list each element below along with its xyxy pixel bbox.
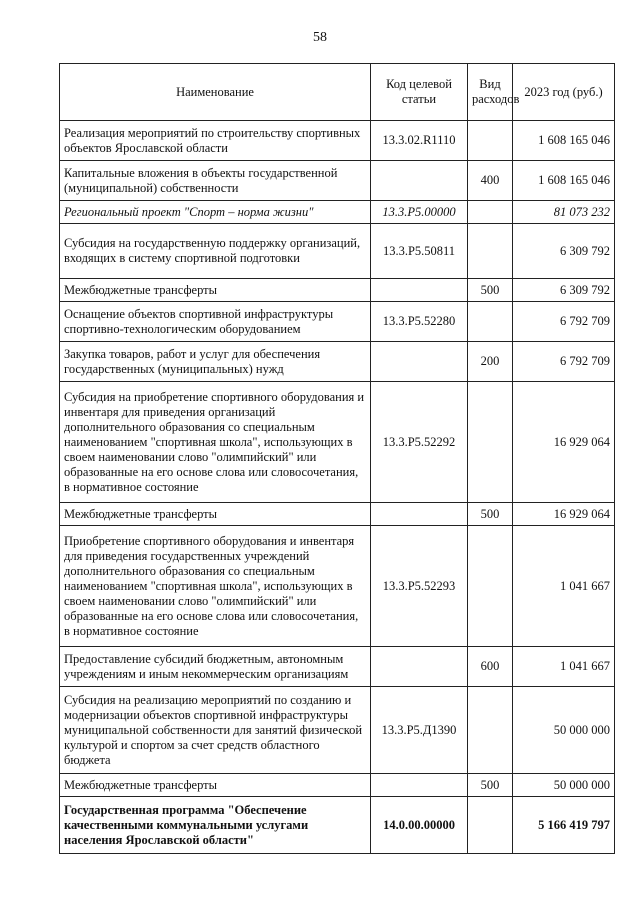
row-name-cell: Субсидия на реализацию мероприятий по созданию и модернизации объектов спортивной инфраструктуры муниципальной собственности для занятий физической культурой и спортом за счет средств областного бюджета: [60, 687, 371, 774]
row-name-cell: Капитальные вложения в объекты государственной (муниципальной) собственности: [60, 161, 371, 201]
table-row: [60, 224, 615, 279]
row-sum-cell: 6 309 792: [513, 224, 615, 279]
row-sum-cell: 6 792 709: [513, 302, 615, 342]
row-vid-cell: [468, 201, 513, 224]
table-row: [60, 342, 615, 382]
row-code-cell: 14.0.00.00000: [371, 797, 468, 854]
row-sum-cell: 16 929 064: [513, 503, 615, 526]
row-sum-cell: 6 309 792: [513, 279, 615, 302]
table-body: [60, 121, 615, 854]
row-code-cell: [371, 647, 468, 687]
row-vid-cell: [468, 121, 513, 161]
budget-table: [59, 63, 615, 854]
table-row: [60, 647, 615, 687]
row-name-cell: Региональный проект "Спорт – норма жизни": [60, 201, 371, 224]
row-code-cell: 13.3.P5.50811: [371, 224, 468, 279]
row-name-cell: Предоставление субсидий бюджетным, автономным учреждениям и иным некоммерческим организациям: [60, 647, 371, 687]
header-name: Наименование: [60, 64, 371, 121]
row-code-cell: [371, 161, 468, 201]
row-vid-cell: [468, 224, 513, 279]
row-name-cell: Субсидия на приобретение спортивного оборудования и инвентаря для приведения организаций дополнительного образования со специальным наименованием "спортивная школа", использующих в своем наименовании слово "олимпийский" или образованные на его основе слова или словосочетания, в нормативное состояние: [60, 382, 371, 503]
row-sum-cell: 16 929 064: [513, 382, 615, 503]
row-name-cell: Приобретение спортивного оборудования и инвентаря для приведения государственных учреждений дополнительного образования со специальным наименованием "спортивная школа", использующих в своем наименовании слово "олимпийский" или образованные на его основе слова или словосочетания, в нормативное состояние: [60, 526, 371, 647]
table-row: [60, 382, 615, 503]
row-sum-cell: 6 792 709: [513, 342, 615, 382]
header-code: Код целевой статьи: [371, 64, 468, 121]
header-vid: Вид расходов: [468, 64, 513, 121]
header-sum: 2023 год (руб.): [513, 64, 615, 121]
row-vid-cell: 200: [468, 342, 513, 382]
table-row: [60, 302, 615, 342]
row-code-cell: 13.3.P5.52293: [371, 526, 468, 647]
table-row: [60, 161, 615, 201]
table-row: [60, 687, 615, 774]
row-vid-cell: [468, 797, 513, 854]
row-sum-cell: 5 166 419 797: [513, 797, 615, 854]
page-number: 58: [313, 30, 327, 45]
row-vid-cell: [468, 302, 513, 342]
table-row: [60, 201, 615, 224]
row-name-cell: Субсидия на государственную поддержку организаций, входящих в систему спортивной подготовки: [60, 224, 371, 279]
row-code-cell: [371, 342, 468, 382]
row-code-cell: [371, 774, 468, 797]
table-row: [60, 774, 615, 797]
row-code-cell: 13.3.P5.00000: [371, 201, 468, 224]
row-name-cell: Закупка товаров, работ и услуг для обеспечения государственных (муниципальных) нужд: [60, 342, 371, 382]
row-vid-cell: 400: [468, 161, 513, 201]
row-vid-cell: [468, 526, 513, 647]
row-sum-cell: 1 041 667: [513, 526, 615, 647]
row-code-cell: 13.3.P5.52280: [371, 302, 468, 342]
row-sum-cell: 50 000 000: [513, 774, 615, 797]
row-code-cell: [371, 503, 468, 526]
row-name-cell: Оснащение объектов спортивной инфраструктуры спортивно-технологическим оборудованием: [60, 302, 371, 342]
row-name-cell: Межбюджетные трансферты: [60, 774, 371, 797]
row-code-cell: 13.3.02.R1110: [371, 121, 468, 161]
row-name-cell: Государственная программа "Обеспечение качественными коммунальными услугами населения Ярославской области": [60, 797, 371, 854]
row-vid-cell: 500: [468, 279, 513, 302]
table-header-row: [60, 64, 615, 121]
table-row: [60, 279, 615, 302]
row-code-cell: 13.3.P5.Д1390: [371, 687, 468, 774]
table-row: [60, 121, 615, 161]
row-vid-cell: 500: [468, 774, 513, 797]
row-sum-cell: 1 608 165 046: [513, 121, 615, 161]
row-vid-cell: [468, 382, 513, 503]
row-vid-cell: [468, 687, 513, 774]
row-code-cell: 13.3.P5.52292: [371, 382, 468, 503]
row-name-cell: Межбюджетные трансферты: [60, 503, 371, 526]
row-name-cell: Реализация мероприятий по строительству спортивных объектов Ярославской области: [60, 121, 371, 161]
row-sum-cell: 1 608 165 046: [513, 161, 615, 201]
table-row: [60, 503, 615, 526]
row-sum-cell: 50 000 000: [513, 687, 615, 774]
row-name-cell: Межбюджетные трансферты: [60, 279, 371, 302]
table-row: [60, 526, 615, 647]
row-sum-cell: 81 073 232: [513, 201, 615, 224]
row-code-cell: [371, 279, 468, 302]
row-vid-cell: 600: [468, 647, 513, 687]
table-row: [60, 797, 615, 854]
row-sum-cell: 1 041 667: [513, 647, 615, 687]
row-vid-cell: 500: [468, 503, 513, 526]
